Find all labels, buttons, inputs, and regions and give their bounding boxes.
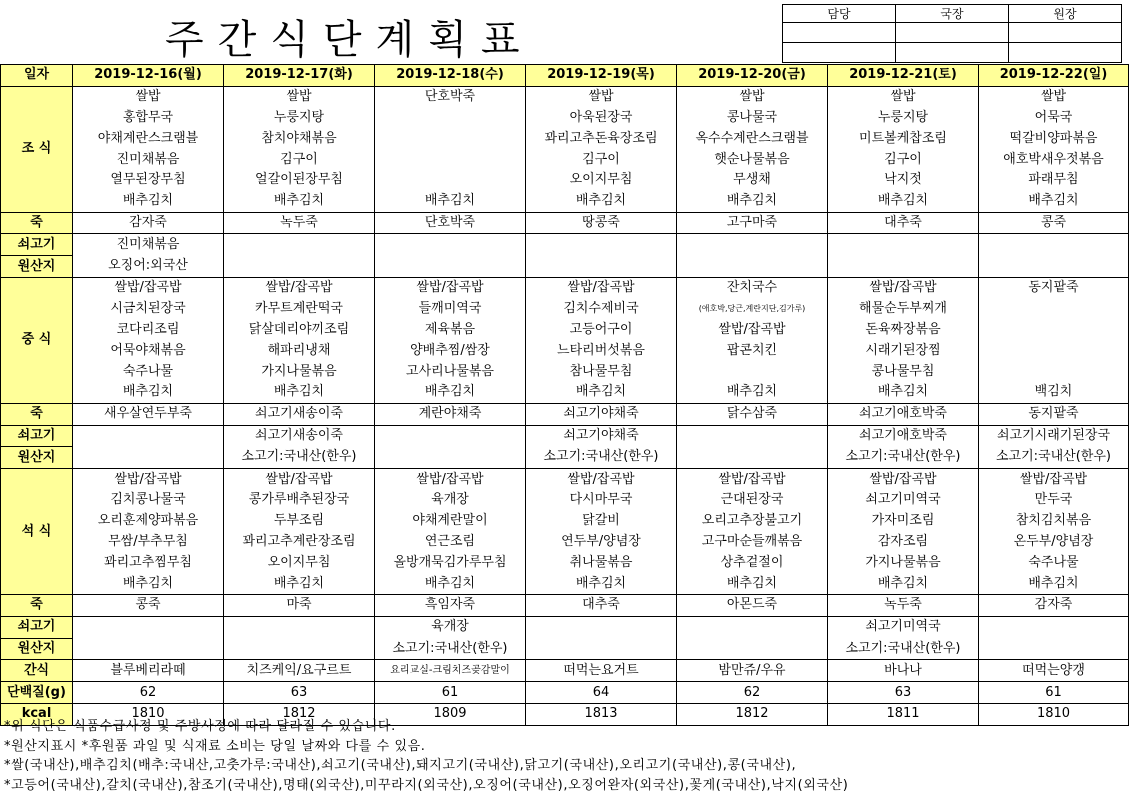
dinner-beef-origin-cell: 쇠고기미역국 (828, 616, 979, 638)
breakfast-cell: 오이지무침 (526, 170, 677, 191)
breakfast-beef-origin-cell (224, 256, 375, 278)
breakfast-beef-origin-cell (375, 234, 526, 256)
dinner-beef-origin-cell (979, 616, 1129, 638)
dinner-porridge-cell: 흑임자죽 (375, 594, 526, 616)
lunch-beef-origin-cell: 소고기:국내산(한우) (224, 447, 375, 469)
lunch-beef-origin-cell (375, 425, 526, 447)
kcal-cell: 1811 (828, 703, 979, 725)
lunch-beef-origin-cell (375, 447, 526, 469)
breakfast-cell: 참치야채볶음 (224, 128, 375, 149)
dinner-cell: 꽈리고추찜무침 (73, 552, 224, 573)
dinner-cell: 배추김치 (375, 573, 526, 594)
lunch-beef-origin-cell (677, 425, 828, 447)
dinner-cell: 오리고추장불고기 (677, 511, 828, 532)
lunch-porridge-cell: 새우살연두부죽 (73, 403, 224, 425)
lunch-cell: 김치수제비국 (526, 299, 677, 320)
date-header: 2019-12-20(금) (677, 65, 828, 87)
breakfast-beef-origin-cell (526, 234, 677, 256)
dinner-cell: 숙주나물 (979, 552, 1129, 573)
lunch-cell (979, 361, 1129, 382)
breakfast-porridge-cell: 콩죽 (979, 212, 1129, 234)
lunch-beef-origin-label: 쇠고기 (1, 425, 73, 447)
lunch-cell: 해파리냉채 (224, 340, 375, 361)
breakfast-cell (375, 149, 526, 170)
breakfast-porridge-label: 죽 (1, 212, 73, 234)
breakfast-cell: 배추김치 (375, 191, 526, 212)
breakfast-cell: 쌀밥 (73, 86, 224, 107)
dinner-cell: 가지나물볶음 (828, 552, 979, 573)
breakfast-cell: 누룽지탕 (224, 108, 375, 129)
kcal-cell: 1812 (224, 703, 375, 725)
lunch-cell: 어묵야채볶음 (73, 340, 224, 361)
breakfast-cell: 낙지젓 (828, 170, 979, 191)
breakfast-cell: 어묵국 (979, 108, 1129, 129)
lunch-cell: 돈육짜장볶음 (828, 320, 979, 341)
date-header: 2019-12-22(일) (979, 65, 1129, 87)
dinner-cell: 닭갈비 (526, 511, 677, 532)
note-line: *위 식단은 식품수급사정 및 주방사정에 따라 달라질 수 있습니다. (4, 717, 848, 737)
breakfast-cell: 배추김치 (828, 191, 979, 212)
dinner-beef-origin-cell: 소고기:국내산(한우) (375, 638, 526, 660)
breakfast-cell: 미트볼케찹조림 (828, 128, 979, 149)
lunch-cell: 콩나물무침 (828, 361, 979, 382)
lunch-cell: 쌀밥/잡곡밥 (224, 277, 375, 298)
dinner-cell: 야채계란말이 (375, 511, 526, 532)
dinner-beef-origin-cell: 소고기:국내산(한우) (828, 638, 979, 660)
date-header: 2019-12-19(목) (526, 65, 677, 87)
lunch-porridge-cell: 계란야채죽 (375, 403, 526, 425)
breakfast-beef-origin-cell: 오징어:외국산 (73, 256, 224, 278)
breakfast-beef-origin-cell (979, 256, 1129, 278)
lunch-beef-origin-cell (677, 447, 828, 469)
menu-table (0, 64, 1129, 726)
lunch-beef-origin-cell: 소고기:국내산(한우) (526, 447, 677, 469)
lunch-cell: 코다리조림 (73, 320, 224, 341)
breakfast-beef-origin-cell (979, 234, 1129, 256)
breakfast-cell (375, 170, 526, 191)
breakfast-cell (375, 108, 526, 129)
breakfast-cell: 무생채 (677, 170, 828, 191)
breakfast-cell: 배추김치 (526, 191, 677, 212)
breakfast-porridge-cell: 땅콩죽 (526, 212, 677, 234)
dinner-cell: 연근조림 (375, 532, 526, 553)
protein-label: 단백질(g) (1, 682, 73, 704)
dinner-beef-origin-label: 쇠고기 (1, 616, 73, 638)
lunch-cell: 닭살데리야끼조림 (224, 320, 375, 341)
dinner-beef-origin-label: 원산지 (1, 638, 73, 660)
lunch-cell: 시래기된장찜 (828, 340, 979, 361)
dinner-cell: 쌀밥/잡곡밥 (375, 469, 526, 490)
dinner-cell: 배추김치 (979, 573, 1129, 594)
lunch-cell: 배추김치 (677, 382, 828, 403)
lunch-beef-origin-cell: 소고기:국내산(한우) (979, 447, 1129, 469)
breakfast-cell: 콩나물국 (677, 108, 828, 129)
lunch-cell: 잔치국수 (677, 277, 828, 298)
breakfast-porridge-cell: 대추죽 (828, 212, 979, 234)
dinner-cell: 올방개묵김가루무침 (375, 552, 526, 573)
breakfast-cell: 열무된장무침 (73, 170, 224, 191)
lunch-beef-origin-cell: 쇠고기애호박죽 (828, 425, 979, 447)
breakfast-cell: 김구이 (828, 149, 979, 170)
signature-box (782, 4, 1122, 63)
dinner-cell: 연두부/양념장 (526, 532, 677, 553)
snack-cell: 밤만쥬/우유 (677, 660, 828, 682)
note-line: *쌀(국내산),배추김치(배추:국내산,고춧가루:국내산),쇠고기(국내산),돼지고기(국내산),닭고기(국내산),오리고기(국내산),콩(국내산), (4, 756, 848, 776)
snack-cell: 떠먹는양갱 (979, 660, 1129, 682)
dinner-porridge-cell: 녹두죽 (828, 594, 979, 616)
dinner-cell: 꽈리고추계란장조림 (224, 532, 375, 553)
lunch-beef-origin-cell (73, 447, 224, 469)
snack-cell: 바나나 (828, 660, 979, 682)
dinner-beef-origin-cell (979, 638, 1129, 660)
breakfast-beef-origin-label: 원산지 (1, 256, 73, 278)
dinner-porridge-cell: 마죽 (224, 594, 375, 616)
notes (4, 717, 848, 795)
page-title: 주간식단계획표 (165, 8, 533, 65)
lunch-beef-origin-cell (73, 425, 224, 447)
breakfast-beef-origin-cell (677, 256, 828, 278)
breakfast-beef-origin-cell: 진미채볶음 (73, 234, 224, 256)
breakfast-cell: 떡갈비양파볶음 (979, 128, 1129, 149)
lunch-porridge-cell: 쇠고기애호박죽 (828, 403, 979, 425)
dinner-cell: 배추김치 (526, 573, 677, 594)
snack-cell: 떠먹는요거트 (526, 660, 677, 682)
date-header: 2019-12-17(화) (224, 65, 375, 87)
snack-label: 간식 (1, 660, 73, 682)
breakfast-cell: 쌀밥 (677, 86, 828, 107)
breakfast-cell: 쌀밥 (979, 86, 1129, 107)
breakfast-beef-origin-cell (828, 256, 979, 278)
lunch-cell: 배추김치 (224, 382, 375, 403)
lunch-cell: 숙주나물 (73, 361, 224, 382)
breakfast-cell: 진미채볶음 (73, 149, 224, 170)
lunch-beef-origin-cell: 쇠고기야채죽 (526, 425, 677, 447)
breakfast-beef-origin-cell (224, 234, 375, 256)
lunch-porridge-cell: 쇠고기야채죽 (526, 403, 677, 425)
breakfast-porridge-cell: 단호박죽 (375, 212, 526, 234)
date-header: 2019-12-21(토) (828, 65, 979, 87)
breakfast-cell: 파래무침 (979, 170, 1129, 191)
breakfast-label: 조 식 (1, 86, 73, 212)
date-header: 2019-12-18(수) (375, 65, 526, 87)
dinner-cell: 온두부/양념장 (979, 532, 1129, 553)
lunch-cell: 배추김치 (375, 382, 526, 403)
snack-cell: 치즈케익/요구르트 (224, 660, 375, 682)
dinner-beef-origin-cell (677, 638, 828, 660)
dinner-cell: 쌀밥/잡곡밥 (979, 469, 1129, 490)
breakfast-cell: 쌀밥 (828, 86, 979, 107)
lunch-cell: (애호박,당근,계란지단,김가루) (677, 299, 828, 320)
lunch-cell: 쌀밥/잡곡밥 (73, 277, 224, 298)
lunch-cell (677, 361, 828, 382)
kcal-cell: 1810 (979, 703, 1129, 725)
dinner-porridge-cell: 아몬드죽 (677, 594, 828, 616)
dinner-cell: 취나물볶음 (526, 552, 677, 573)
signature-cell-director-2[interactable] (896, 43, 1009, 63)
breakfast-cell: 김구이 (224, 149, 375, 170)
breakfast-cell: 쌀밥 (526, 86, 677, 107)
dinner-cell: 만두국 (979, 490, 1129, 511)
breakfast-cell: 배추김치 (73, 191, 224, 212)
dinner-cell: 배추김치 (828, 573, 979, 594)
dinner-beef-origin-cell (73, 638, 224, 660)
breakfast-cell: 홍합무국 (73, 108, 224, 129)
lunch-beef-origin-cell: 소고기:국내산(한우) (828, 447, 979, 469)
breakfast-cell: 누룽지탕 (828, 108, 979, 129)
dinner-beef-origin-cell (526, 638, 677, 660)
breakfast-beef-origin-cell (828, 234, 979, 256)
breakfast-cell: 얼갈이된장무침 (224, 170, 375, 191)
lunch-label: 중 식 (1, 277, 73, 403)
breakfast-cell: 단호박죽 (375, 86, 526, 107)
dinner-porridge-cell: 감자죽 (979, 594, 1129, 616)
lunch-cell: 들깨미역국 (375, 299, 526, 320)
snack-cell: 요리교실-크림치즈곶감말이 (375, 660, 526, 682)
protein-cell: 61 (375, 682, 526, 704)
protein-cell: 63 (828, 682, 979, 704)
breakfast-cell: 김구이 (526, 149, 677, 170)
dinner-cell: 상추겉절이 (677, 552, 828, 573)
dinner-cell: 쇠고기미역국 (828, 490, 979, 511)
dinner-cell: 배추김치 (73, 573, 224, 594)
protein-cell: 62 (677, 682, 828, 704)
signature-label-director: 국장 (896, 5, 1009, 23)
kcal-cell: 1813 (526, 703, 677, 725)
lunch-cell: 배추김치 (73, 382, 224, 403)
breakfast-cell: 옥수수계란스크램블 (677, 128, 828, 149)
signature-label-staff: 담당 (783, 5, 896, 23)
lunch-cell: 쌀밥/잡곡밥 (375, 277, 526, 298)
dinner-cell: 쌀밥/잡곡밥 (526, 469, 677, 490)
lunch-cell: 배추김치 (828, 382, 979, 403)
protein-cell: 63 (224, 682, 375, 704)
dinner-cell: 콩가루배추된장국 (224, 490, 375, 511)
lunch-cell: 팝콘치킨 (677, 340, 828, 361)
dinner-beef-origin-cell (677, 616, 828, 638)
kcal-cell: 1809 (375, 703, 526, 725)
lunch-cell: 고사리나물볶음 (375, 361, 526, 382)
signature-cell-head[interactable] (1009, 23, 1122, 43)
breakfast-beef-origin-cell (526, 256, 677, 278)
breakfast-porridge-cell: 녹두죽 (224, 212, 375, 234)
breakfast-cell: 배추김치 (224, 191, 375, 212)
dinner-cell: 참치김치볶음 (979, 511, 1129, 532)
breakfast-cell: 꽈리고추돈육장조림 (526, 128, 677, 149)
dinner-cell: 오이지무침 (224, 552, 375, 573)
signature-label-head: 원장 (1009, 5, 1122, 23)
dinner-beef-origin-cell (224, 616, 375, 638)
dinner-cell: 다시마무국 (526, 490, 677, 511)
dinner-cell: 쌀밥/잡곡밥 (828, 469, 979, 490)
breakfast-cell: 햇순나물볶음 (677, 149, 828, 170)
signature-cell-head-2[interactable] (1009, 43, 1122, 63)
lunch-cell: 제육볶음 (375, 320, 526, 341)
dinner-cell: 감자조림 (828, 532, 979, 553)
lunch-cell: 양배추찜/쌈장 (375, 340, 526, 361)
kcal-cell: 1810 (73, 703, 224, 725)
lunch-cell: 고등어구이 (526, 320, 677, 341)
lunch-beef-origin-label: 원산지 (1, 447, 73, 469)
dinner-cell: 육개장 (375, 490, 526, 511)
dinner-cell: 쌀밥/잡곡밥 (73, 469, 224, 490)
breakfast-cell: 아욱된장국 (526, 108, 677, 129)
dinner-cell: 근대된장국 (677, 490, 828, 511)
dinner-cell: 고구마순들깨볶음 (677, 532, 828, 553)
lunch-beef-origin-cell: 쇠고기새송이죽 (224, 425, 375, 447)
dinner-cell: 오리훈제양파볶음 (73, 511, 224, 532)
snack-cell: 블루베리라떼 (73, 660, 224, 682)
breakfast-cell: 배추김치 (979, 191, 1129, 212)
dinner-beef-origin-cell (73, 616, 224, 638)
note-line: *원산지표시 *후원품 과일 및 식재료 소비는 당일 날짜와 다를 수 있음. (4, 737, 848, 757)
lunch-beef-origin-cell: 쇠고기시래기된장국 (979, 425, 1129, 447)
protein-cell: 61 (979, 682, 1129, 704)
lunch-porridge-cell: 동지팥죽 (979, 403, 1129, 425)
lunch-cell: 느타리버섯볶음 (526, 340, 677, 361)
lunch-cell: 백김치 (979, 382, 1129, 403)
lunch-porridge-cell: 닭수삼죽 (677, 403, 828, 425)
dinner-porridge-cell: 대추죽 (526, 594, 677, 616)
dinner-cell: 배추김치 (677, 573, 828, 594)
dinner-cell: 배추김치 (224, 573, 375, 594)
lunch-cell: 가지나물볶음 (224, 361, 375, 382)
dinner-beef-origin-cell (526, 616, 677, 638)
signature-cell-staff[interactable] (783, 23, 896, 43)
breakfast-cell: 애호박새우젓볶음 (979, 149, 1129, 170)
lunch-porridge-cell: 쇠고기새송이죽 (224, 403, 375, 425)
lunch-cell (979, 340, 1129, 361)
dinner-porridge-cell: 콩죽 (73, 594, 224, 616)
date-header-label: 일자 (1, 65, 73, 87)
note-line: *고등어(국내산),갈치(국내산),참조기(국내산),명태(외국산),미꾸라지(외국산),오징어(국내산),오징어완자(외국산),꽃게(국내산),낙지(외국산) (4, 776, 848, 795)
breakfast-porridge-cell: 감자죽 (73, 212, 224, 234)
date-header: 2019-12-16(월) (73, 65, 224, 87)
dinner-cell: 쌀밥/잡곡밥 (224, 469, 375, 490)
lunch-cell: 배추김치 (526, 382, 677, 403)
dinner-porridge-label: 죽 (1, 594, 73, 616)
breakfast-cell (375, 128, 526, 149)
kcal-cell: 1812 (677, 703, 828, 725)
lunch-cell (979, 320, 1129, 341)
lunch-cell: 해물순두부찌개 (828, 299, 979, 320)
kcal-label: kcal (1, 703, 73, 725)
dinner-label: 석 식 (1, 469, 73, 595)
lunch-cell: 참나물무침 (526, 361, 677, 382)
lunch-cell: 쌀밥/잡곡밥 (526, 277, 677, 298)
lunch-cell: 동지팥죽 (979, 277, 1129, 298)
protein-cell: 62 (73, 682, 224, 704)
lunch-cell: 쌀밥/잡곡밥 (828, 277, 979, 298)
breakfast-cell: 쌀밥 (224, 86, 375, 107)
breakfast-cell: 배추김치 (677, 191, 828, 212)
lunch-cell: 시금치된장국 (73, 299, 224, 320)
signature-cell-director[interactable] (896, 23, 1009, 43)
dinner-cell: 김치콩나물국 (73, 490, 224, 511)
dinner-beef-origin-cell: 육개장 (375, 616, 526, 638)
lunch-porridge-label: 죽 (1, 403, 73, 425)
lunch-cell: 카무트계란떡국 (224, 299, 375, 320)
breakfast-porridge-cell: 고구마죽 (677, 212, 828, 234)
dinner-cell: 가자미조림 (828, 511, 979, 532)
dinner-cell: 무쌈/부추무침 (73, 532, 224, 553)
breakfast-beef-origin-label: 쇠고기 (1, 234, 73, 256)
dinner-cell: 두부조림 (224, 511, 375, 532)
dinner-cell: 쌀밥/잡곡밥 (677, 469, 828, 490)
signature-cell-staff-2[interactable] (783, 43, 896, 63)
lunch-cell: 쌀밥/잡곡밥 (677, 320, 828, 341)
breakfast-beef-origin-cell (375, 256, 526, 278)
breakfast-beef-origin-cell (677, 234, 828, 256)
dinner-beef-origin-cell (224, 638, 375, 660)
breakfast-cell: 야채계란스크램블 (73, 128, 224, 149)
protein-cell: 64 (526, 682, 677, 704)
lunch-cell (979, 299, 1129, 320)
